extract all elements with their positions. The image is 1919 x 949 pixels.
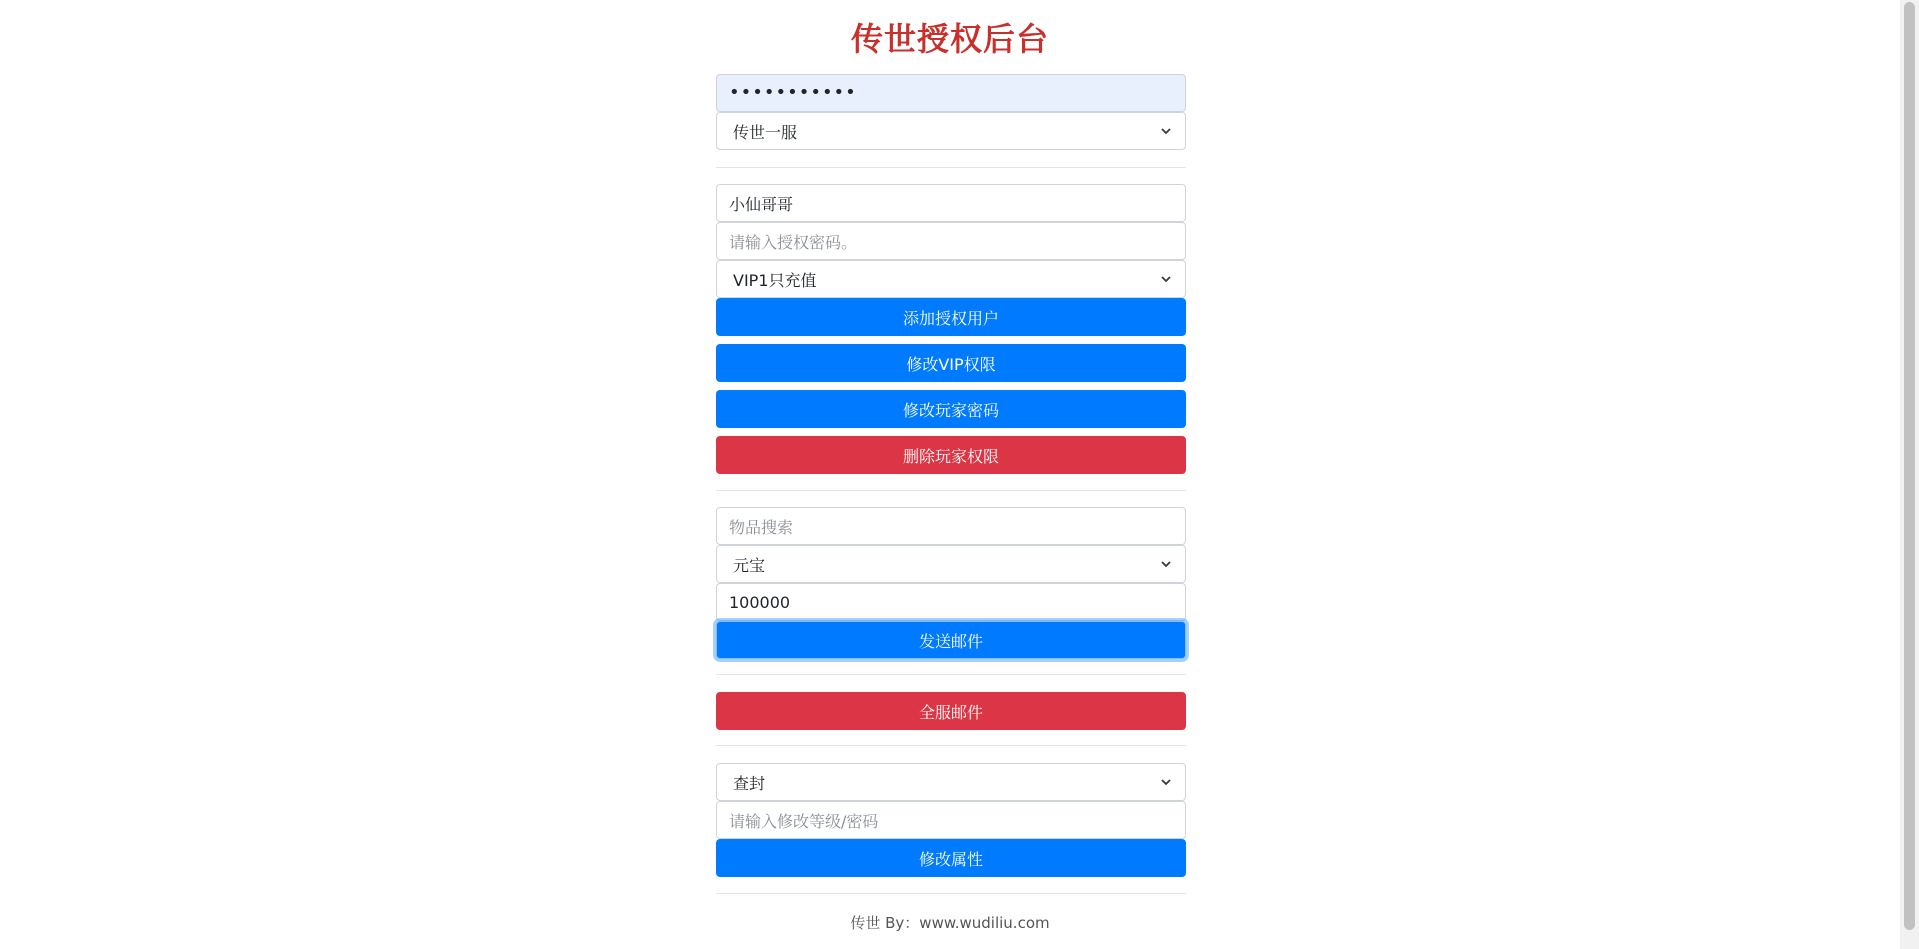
username-field[interactable] — [716, 184, 1186, 222]
server-select[interactable] — [716, 112, 1186, 150]
level-password-placeholder: 请输入修改等级/密码 — [729, 811, 879, 831]
auth-password-placeholder: 请输入授权密码。 — [729, 232, 858, 252]
chevron-down-icon — [1159, 272, 1173, 286]
scrollbar-thumb[interactable] — [1904, 2, 1915, 930]
item-select[interactable] — [716, 545, 1186, 583]
page-title: 传世授权后台 — [850, 20, 1049, 58]
divider — [716, 674, 1186, 675]
mode-select[interactable] — [716, 763, 1186, 801]
chevron-down-icon — [1159, 557, 1173, 571]
item-search-placeholder: 物品搜索 — [729, 517, 794, 537]
modify-attribute-button[interactable]: 修改属性 — [716, 839, 1186, 877]
vertical-scrollbar[interactable] — [1900, 0, 1919, 949]
mode-select-value: 查封 — [733, 773, 766, 793]
send-mail-button[interactable]: 发送邮件 — [716, 621, 1186, 659]
amount-value: 100000 — [729, 592, 791, 612]
amount-field[interactable] — [716, 583, 1186, 621]
divider — [716, 893, 1186, 894]
divider — [716, 490, 1186, 491]
divider — [716, 745, 1186, 746]
chevron-down-icon — [1159, 775, 1173, 789]
username-value: 小仙哥哥 — [729, 194, 794, 214]
password-value: ••••••••••• — [729, 82, 857, 103]
modify-player-password-button[interactable]: 修改玩家密码 — [716, 390, 1186, 428]
modify-vip-button[interactable]: 修改VIP权限 — [716, 344, 1186, 382]
vip-select-value: VIP1只充值 — [733, 270, 817, 290]
item-search-input[interactable] — [716, 507, 1186, 545]
divider — [716, 167, 1186, 168]
delete-player-auth-button[interactable]: 删除玩家权限 — [716, 436, 1186, 474]
chevron-down-icon — [1159, 124, 1173, 138]
add-auth-user-button[interactable]: 添加授权用户 — [716, 298, 1186, 336]
server-select-value: 传世一服 — [733, 122, 798, 142]
vip-select[interactable] — [716, 260, 1186, 298]
password-field[interactable] — [716, 74, 1186, 112]
auth-password-field[interactable] — [716, 222, 1186, 260]
item-select-value: 元宝 — [733, 555, 766, 575]
all-server-mail-button[interactable]: 全服邮件 — [716, 692, 1186, 730]
level-password-field[interactable] — [716, 801, 1186, 839]
footer-text: 传世 By：www.wudiliu.com — [850, 914, 1050, 932]
